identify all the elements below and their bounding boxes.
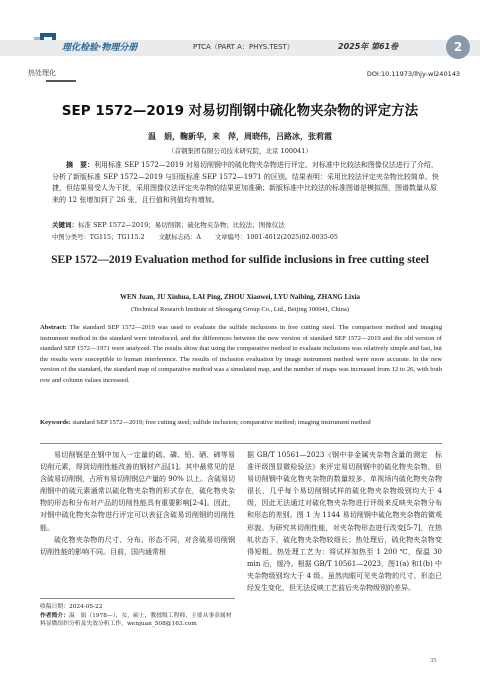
year-issue: 2025年 第61卷: [338, 42, 399, 51]
author-bio-text: 温 娟（1978—），女，硕士，教授级工程师，主要从事金属材料显微组织分析及失效分析工作，wenjuan_508@163.com: [40, 612, 232, 627]
footnote: [40, 598, 235, 629]
journal-name: PTCA（PART A：PHYS.TEST）: [193, 43, 294, 51]
body-column-left: [40, 449, 235, 558]
title-chinese: SEP 1572—2019 对易切削钢中硫化物夹杂物的评定方法: [61, 103, 419, 119]
keywords-chinese-text: 标准 SEP 1572—2019；易切削钢；硫化物夹杂物；比较法；图像仪法: [78, 221, 285, 229]
abstract-english-label: Abstract:: [40, 324, 67, 331]
body-paragraph: 硫化物夹杂物的尺寸、分布、形态不同，对含硫易切削钢切削性能的影响不同。目前，国内通常根: [40, 535, 235, 556]
page-number: 35: [430, 657, 437, 664]
authors-chinese: 温 娟，鞠新华，来 萍，周晓伟，吕路冰，张莉霞: [148, 131, 332, 141]
author-bio: [40, 612, 235, 629]
body-paragraph: 易切削钢是在钢中加入一定量的硫、磷、铅、硒、碲等易切削元素，得到切削性能改善的钢材产品[1]。其中最常见的是含硫易切削钢，占所有易切削钢总产量的 90% 以上。含硫易切削钢中的硫元素通常以硫化物夹杂物的形式存在，硫化物夹杂物的形态和分布对产品的切削性能具有重要影响[2-4]。因此，对钢中硫化物夹杂物进行评定可以表征含硫易切削钢的切削性能。: [40, 451, 236, 532]
journal-header: [0, 0, 480, 62]
article-id: 文章编号：1001-4012(2025)02-0035-05: [214, 234, 338, 241]
article-metadata: [52, 232, 442, 241]
keywords-chinese: [52, 220, 442, 229]
document-code: 文献标志码：A: [158, 234, 201, 241]
section-divider: [40, 443, 442, 444]
abstract-english: [40, 323, 442, 387]
keywords-chinese-label: 关键词：: [52, 221, 78, 229]
affiliation-english: (Technical Research Institute of Shougang Group Co., Ltd., Beijing 100041, China): [131, 306, 349, 313]
abstract-chinese-label: 摘 要：: [66, 161, 94, 169]
keywords-english-text: standard SEP 1572—2019; free cutting steel; sulfide inclusion; comparative method; imaging instrument method: [72, 419, 371, 426]
section-tag-underline: [46, 80, 76, 82]
abstract-chinese: [52, 160, 442, 206]
body-paragraph: 据 GB/T 10561—2023《钢中非金属夹杂物含量的测定 标准评级图显微检验法》来评定易切削钢中的硫化物夹杂物，但易切削钢中硫化物夹杂物的数量较多，单视场内硫化物夹杂物很长，几乎每个易切削钢试样的硫化物夹杂物级别均大于 4 级，因此无法通过对硫化物夹杂物进行评级来反映夹杂物分布和形态的差别。图 1 为 1144 易切削钢中硫化物夹杂物的微观形貌。为研究其切削性能，对夹杂物形态进行改变[5-7]，在热轧状态下，硫化物夹杂物较细长；热处理后，硫化物夹杂物变得短粗。热处理工艺为：将试样加热至 1 200 ℃，保温 30 min 后，缓冷。根据 GB/T 10561—2023，图1(a) 和1(b) 中夹杂物级别均大于 4 级。虽然肉眼可见夹杂物的尺寸、形态已经发生变化，但无法反映工艺前后夹杂物级别的差异。: [247, 451, 442, 593]
abstract-english-text: The standard SEP 1572—2019 was used to evaluate the sulfide inclusions in free cutting steel. The comparison method and imaging instrument method in the standard were introduced, and the differences between the new version of standard SEP 1572—2019 and the old version of standard SEP 1572—1971 were analyzed. The results show that using the comparative method to evaluate inclusions was relatively simple and fast, but the results were susceptible to human interference. The results of inclusion evaluation by image instrument method were more accurate. In the new version of the standard, the standard map of comparative method was a simulated map, and the number of maps was increased from 12 to 26, with both row and column values increased.: [40, 324, 442, 384]
keywords-english-label: Keywords:: [40, 419, 71, 426]
issue-badge: 2: [446, 35, 470, 59]
title-english: SEP 1572—2019 Evaluation method for sulfide inclusions in free cutting steel: [51, 254, 429, 266]
abstract-chinese-text: 利用标准 SEP 1572—2019 对易切削钢中的硫化物夹杂物进行评定。对标准中比较法和图像仪法进行了介绍，分析了新版标准 SEP 1572—2019 与旧版标准 SEP 1572—1971 的区别。结果表明：采用比较法评定夹杂物比较简单、快捷，但结果易受人为干扰，采用图像仪法评定夹杂物的结果更加准确；新版标准中比较法的标准图谱是模拟图，图谱数量从原来的 12 张增加到了 26 张，且行值和列值均有增加。: [52, 161, 439, 204]
column-name: 理化检验·物理分册: [62, 43, 138, 53]
body-column-right: [247, 449, 442, 594]
authors-english: WEN Juan, JU Xinhua, LAI Ping, ZHOU Xiaowei, LYU Naibing, ZHANG Lixia: [119, 293, 361, 301]
affiliation-chinese: （首钢集团有限公司技术研究院，北京 100041）: [168, 147, 312, 155]
author-bio-label: 作者简介：: [40, 612, 69, 619]
doi[interactable]: DOI:10.11973/lhjy-wl240143: [366, 70, 460, 78]
clc-number: 中图分类号：TG115；TG115.2: [52, 234, 145, 241]
received-date: 收稿日期：2024-05-22: [40, 604, 103, 610]
keywords-english: [40, 418, 442, 429]
section-tag: 热处理化: [28, 69, 56, 77]
